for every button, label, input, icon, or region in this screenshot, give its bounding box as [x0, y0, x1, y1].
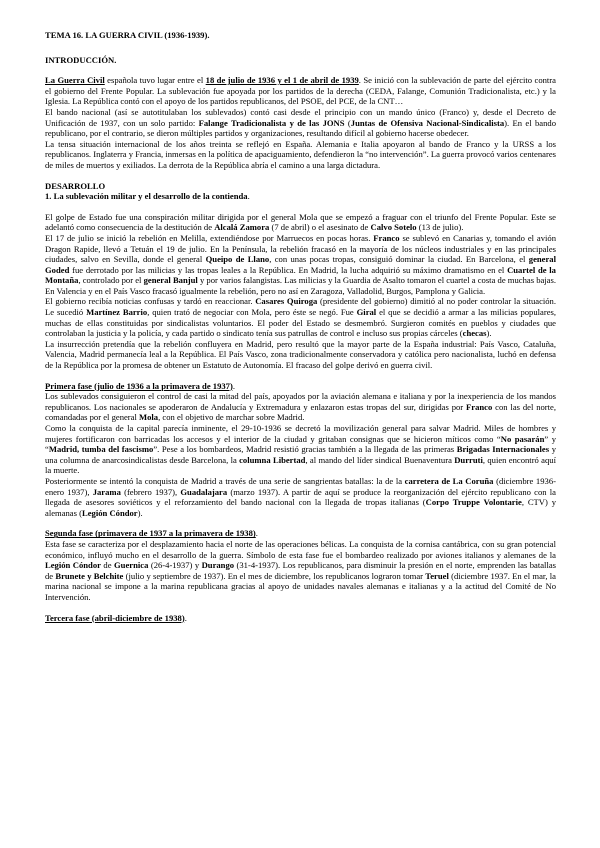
phase-1-heading — [45, 381, 556, 392]
text-run: , con el objetivo de marchar sobre Madrid. — [158, 412, 305, 423]
text-run: Madrid, tumba del fascismo — [48, 444, 154, 455]
text-run: Juntas de Ofensiva Nacional-Sindicalista — [350, 117, 505, 128]
phase-1-paragraph-3 — [45, 476, 556, 518]
text-run: (julio y septiembre de 1937). En el mes de diciembre, los republicanos lograron tomar — [123, 570, 426, 581]
intro-heading: INTRODUCCIÓN. — [45, 54, 117, 65]
text-run: (presidente del gobierno) dimitió al no poder controlar la situación. Le sucedió — [45, 296, 557, 318]
text-run: Martínez Barrio — [86, 307, 148, 318]
text-run: general Banjul — [143, 275, 198, 286]
text-run: Franco — [373, 232, 400, 243]
phase-2-paragraph-1 — [45, 539, 556, 603]
text-run: 18 de julio de 1936 y el 1 de abril de 1939 — [205, 75, 359, 86]
intro-paragraph-2 — [45, 107, 556, 139]
text-run: Legión Cóndor — [45, 560, 101, 571]
text-run: La insurrección pretendía que la rebelión confluyera en Madrid, pero resultó que la mayor parte de la España industrial: País Vasco, Cataluña, Valencia, Madrid permanecía leal a la República. El País Vasco, zona tradicionalmente conservadora y católica pero nacionalista, luchó en defensa de la República por la promesa de obtener un Estatuto de Autonomía. El fracaso del golpe derivó en guerra civil. — [45, 338, 556, 371]
text-run: Guernica — [114, 560, 149, 571]
text-run: El bando nacional (así se autotitulaban los sublevados) contó casi desde el principio con un mando único (Franco) y, desde el Decreto de Unificación de 1937, con un solo partido: — [45, 106, 556, 128]
text-run: Jarama — [92, 486, 121, 497]
text-run: Giral — [356, 307, 377, 318]
text-run: Los sublevados consiguieron el control de casi la mitad del país, apoyados por la aviación alemana e italiana y por la inexperiencia de los mandos republicanos. Los nacionales se apoderaron de Andalucía y Extremadura y enlazaron estas tropas del sur, dirigidas por — [45, 391, 556, 412]
text-run: , quien encontró aquí la muerte. — [45, 454, 556, 476]
text-run: La tensa situación internacional de los años treinta se reflejó en España. Alemania e Italia apoyaron al bando de Franco y la URSS a los republicanos. Inglaterra y Francia, inmersas en la política de apaciguamiento, defendieron la “no intervención”. La guerra provocó varios centenares de miles de muertos y exiliados. La derrota de la República abría el camino a una larga dictadura. — [45, 138, 556, 170]
text-run: con las del norte, comandadas por el general — [45, 401, 556, 423]
text-run: (diciembre 1936-enero 1937), — [45, 475, 556, 497]
intro-paragraph-1 — [45, 75, 556, 107]
text-run: (31-4-1937). Los republicanos, para disminuir la presión en el norte, emprenden las batallas de — [45, 560, 556, 581]
text-run: No pasarán — [500, 433, 545, 444]
text-run: Brigadas Internacionales — [456, 444, 550, 455]
phase-1-paragraph-1 — [45, 391, 556, 423]
text-run: ). — [486, 328, 492, 339]
section-1-paragraph-3 — [45, 296, 556, 338]
text-run: ). — [137, 507, 143, 518]
text-run: fue derrotado por las milicias y las tropas leales a la República. En Madrid, la lucha adquirió su máximo dramatismo en el — [69, 264, 508, 275]
text-run: Legión Cóndor — [81, 507, 138, 518]
phase-3-heading-period: . — [184, 612, 187, 623]
text-run: , controlado por el — [78, 275, 144, 286]
text-run: (marzo 1937). A partir de aquí se produce la reorganización del ejército republicano con la llegada de asesores soviéticos y el reforzamiento del bando nacional con la llegada de tropas italianas ( — [45, 486, 556, 508]
text-run: Queipo de Llano — [205, 254, 270, 265]
text-run: (13 de julio). — [416, 222, 464, 233]
section-1-paragraph-1 — [45, 212, 556, 233]
text-run: Como la conquista de la capital parecía inminente, el 29-10-1936 se decretó la movilización general para salvar Madrid. Miles de hombres y mujeres fortificaron con barricadas los accesos y el interior de la ciudad y gritaban consignas que se hicieron míticos como “ — [45, 423, 556, 444]
text-run: ”. Pese a los bombardeos, Madrid resistió gracias también a la llegada de las primeras — [153, 444, 457, 455]
text-run: general Goded — [45, 254, 556, 275]
text-run: El golpe de Estado fue una conspiración militar dirigida por el general Mola que se empezó a fraguar con el triunfo del Frente Popular. Este se adelantó como consecuencia de la destitución de — [45, 211, 556, 233]
text-run: Corpo Truppe Volontarie — [425, 497, 522, 508]
text-run: se sublevó en Canarias y, tomando el avión Dragon Rapide, llevó a Tetuán el 19 de julio. En la Península, la rebelión fracasó en la mayoría de los núcleos industriales y en las principales ciudades, salvo en Sevilla, donde el general — [45, 232, 556, 265]
section-1-heading-text: 1. La sublevación militar y el desarrollo de la contienda — [45, 191, 248, 202]
text-run: . Se inició con la sublevación de parte del ejército contra el gobierno del Frente Popular. La sublevación fue apoyada por los partidos de la derecha (CEDA, Falange, Comunión Tradicionalista, etc.) y la Iglesia. La República contó con el apoyo de los partidos republicanos, del PSOE, del PCE, de la CNT… — [45, 75, 556, 107]
text-run: (7 de abril) o el asesinato de — [269, 222, 371, 233]
intro-paragraph-3 — [45, 139, 556, 171]
text-run: , CTV) y alemanas ( — [45, 497, 556, 518]
section-1-paragraph-2 — [45, 233, 556, 297]
phase-3-heading-text: Tercera fase (abril-diciembre de 1938) — [45, 612, 185, 623]
text-run: Franco — [466, 401, 493, 412]
page-title: TEMA 16. LA GUERRA CIVIL (1936-1939). — [45, 30, 210, 40]
text-run: El 17 de julio se inició la rebelión en Melilla, extendiéndose por Marruecos en pocas horas. — [45, 232, 374, 243]
text-run: Esta fase se caracteriza por el desplazamiento hacia el norte de las operaciones bélicas. La conquista de la cornisa cantábrica, con su gran potencial económico, influyó mucho en el desarrollo de la guerra. Símbolo de esta fase fue el bombardeo realizado por aviones italianos y alemanes de la — [45, 538, 556, 560]
phase-2-heading-period: . — [255, 528, 258, 539]
text-run: checas — [462, 328, 487, 339]
phase-3-heading — [45, 613, 556, 624]
phase-1-heading-period: . — [232, 380, 235, 391]
text-run: Posteriormente se intentó la conquista de Madrid a través de una serie de sangrientas batallas: la de la — [45, 475, 405, 486]
text-run: y por varios falangistas. Las milicias y la Guardia de Asalto tomaron el cuartel a costa de muchas bajas. En Valencia y en el País Vasco fracasó igualmente la rebelión, pero no así en Zaragoza, Valladolid, Burgos, Pamplona y Galicia. — [45, 275, 556, 296]
text-run: y una columna de anarcosindicalistas desde Barcelona, la — [45, 444, 556, 465]
phase-1-heading-text: Primera fase (julio de 1936 a la primavera de 1937) — [45, 380, 233, 391]
text-run: columna Libertad — [239, 454, 306, 465]
phase-2-heading-text: Segunda fase (primavera de 1937 a la primavera de 1938) — [45, 528, 256, 539]
text-run: de — [100, 560, 114, 571]
section-1-heading-period: . — [247, 191, 250, 202]
text-run: española tuvo lugar entre el — [104, 75, 206, 86]
text-run: , al mando del líder sindical Buenaventura — [305, 454, 455, 465]
text-run: (26-4-1937) y — [148, 560, 202, 571]
text-run: Guadalajara — [180, 486, 228, 497]
text-run: La Guerra Civil — [45, 75, 105, 86]
text-run: ). En el bando republicano, por el contrario, se dieron múltiples partidos y organizaciones, resultando difícil al gobierno hacerse obedecer. — [45, 117, 556, 139]
section-1-heading — [45, 191, 556, 202]
text-run: Brunete y Belchite — [55, 570, 124, 581]
text-run: , quien trató de negociar con Mola, pero éste se negó. Fue — [147, 307, 357, 318]
text-run: carretera de La Coruña — [404, 475, 494, 486]
text-run: (febrero 1937), — [120, 486, 181, 497]
text-run: Falange Tradicionalista y de las JONS — [198, 117, 345, 128]
phase-2-heading — [45, 528, 556, 539]
text-run: Durango — [201, 560, 235, 571]
text-run: Teruel — [425, 570, 449, 581]
text-run: Calvo Sotelo — [370, 222, 417, 233]
text-run: Mola — [139, 412, 159, 423]
text-run: ” y “ — [45, 433, 556, 455]
text-run: Cuartel de la Montaña — [45, 264, 556, 286]
text-run: , con unas pocas tropas, consiguió dominar la ciudad. En Barcelona, el — [269, 254, 529, 265]
section-1-paragraph-4 — [45, 339, 556, 371]
text-run: El gobierno recibía noticias confusas y tardó en reaccionar. — [45, 296, 256, 307]
text-run: Durruti — [454, 454, 483, 465]
desarrollo-heading: DESARROLLO — [45, 180, 106, 191]
text-run: el que se decidió a armar a las milicias populares, muchas de ellas constituidas por sindicalistas voluntarios. El poder del Estado se desmembró. Surgieron comités en pueblos y ciudades que controlaban la justicia y la policía, y cada partido o sindicato tenía sus patrullas de control e incluso sus propias cárceles ( — [45, 307, 557, 339]
text-run: ( — [344, 117, 351, 128]
text-run: Alcalá Zamora — [214, 222, 270, 233]
text-run: (diciembre 1937. En el mar, la marina nacional se impone a la marina republicana gracias al apoyo de unidades navales alemanas e italianas y a la actitud del Comité de No Intervención. — [45, 570, 556, 602]
phase-1-paragraph-2 — [45, 423, 556, 476]
text-run: Casares Quiroga — [255, 296, 318, 307]
